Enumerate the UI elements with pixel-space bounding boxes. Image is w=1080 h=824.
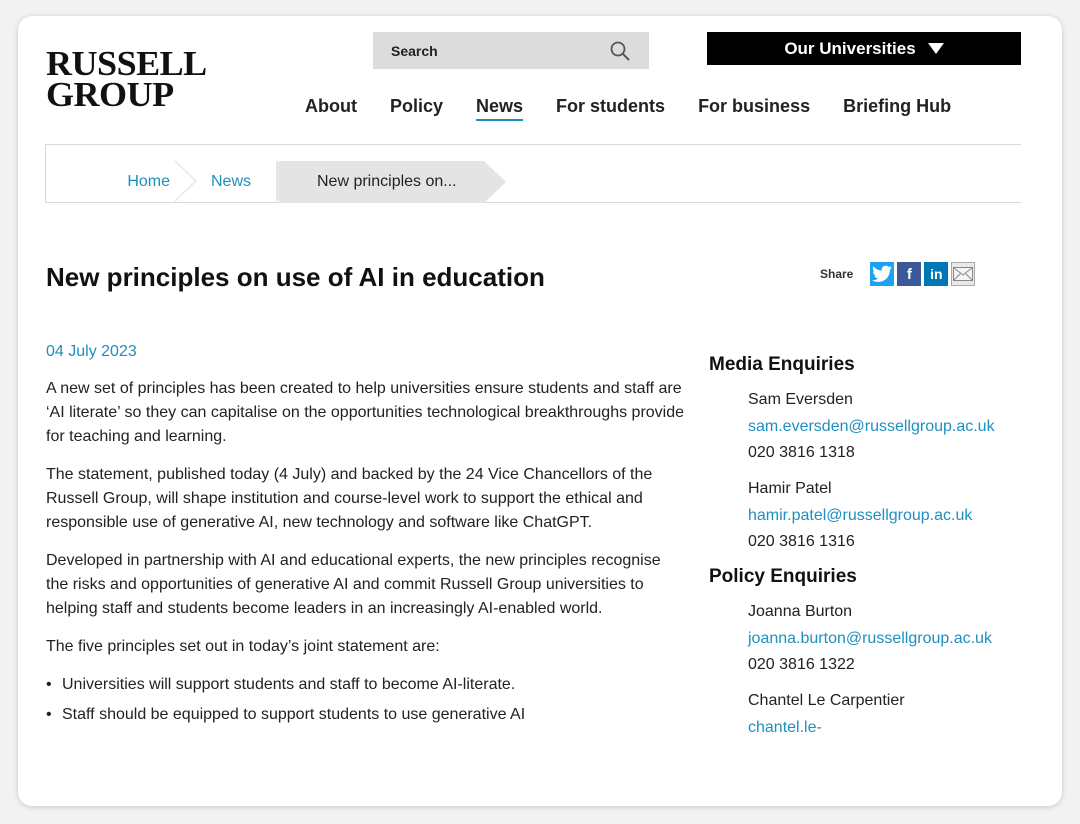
our-universities-label: Our Universities xyxy=(784,38,916,58)
policy-enquiries xyxy=(709,566,1029,739)
main-nav xyxy=(305,96,984,121)
contact-email-link[interactable]: sam.eversden@russellgroup.ac.uk xyxy=(748,418,995,435)
principles-list xyxy=(46,673,686,727)
article-paragraph: The statement, published today (4 July) and backed by the 24 Vice Chancellors of the Russell Group, will shape institution and course-level work to support the ethical and responsible use of generative AI, new technology and software like ChatGPT. xyxy=(46,466,653,531)
search-box[interactable] xyxy=(373,32,649,69)
article-date: 04 July 2023 xyxy=(46,343,137,360)
contact-name: Joanna Burton xyxy=(748,603,853,620)
share-bar xyxy=(820,262,975,286)
our-universities-dropdown[interactable] xyxy=(707,32,1021,65)
contact-phone: 020 3816 1318 xyxy=(748,444,855,461)
breadcrumb xyxy=(45,144,1021,203)
nav-briefing-hub[interactable]: Briefing Hub xyxy=(843,96,952,116)
list-item: • Universities will support students and staff to become AI-literate. xyxy=(46,673,686,697)
nav-policy[interactable]: Policy xyxy=(389,96,444,116)
share-label: Share xyxy=(820,267,854,281)
twitter-icon[interactable] xyxy=(870,262,894,286)
contact-name: Sam Eversden xyxy=(748,391,853,408)
media-enquiries-heading: Media Enquiries xyxy=(709,354,855,375)
breadcrumb-separator-inner xyxy=(173,160,195,202)
browser-page xyxy=(18,16,1062,806)
contact-email-link[interactable]: chantel.le- xyxy=(748,719,822,736)
russell-group-logo[interactable] xyxy=(46,44,207,114)
contact-phone: 020 3816 1322 xyxy=(748,656,855,673)
nav-for-business[interactable]: For business xyxy=(698,96,811,116)
contact-phone: 020 3816 1316 xyxy=(748,533,855,550)
nav-about[interactable]: About xyxy=(305,96,357,116)
email-icon[interactable] xyxy=(951,262,975,286)
contact-email-link[interactable]: hamir.patel@russellgroup.ac.uk xyxy=(748,507,973,524)
contact-name: Chantel Le Carpentier xyxy=(748,692,905,709)
contact-card xyxy=(709,600,1029,677)
media-enquiries xyxy=(709,354,1029,554)
article-paragraph: A new set of principles has been created to help universities ensure students and staff are ‘AI literate’ so they can capitalise on the opportunities technological breakthroughs provide for teaching and learning. xyxy=(46,380,685,445)
breadcrumb-news[interactable]: News xyxy=(211,173,252,190)
article-body xyxy=(46,343,686,733)
contact-card xyxy=(709,477,1029,554)
contact-card xyxy=(709,388,1029,465)
breadcrumb-current: New principles on... xyxy=(279,161,484,203)
contact-name: Hamir Patel xyxy=(748,480,832,497)
contact-card xyxy=(709,689,1029,739)
facebook-icon[interactable]: f xyxy=(897,262,921,286)
chevron-down-icon xyxy=(928,43,944,54)
breadcrumb-current-arrow xyxy=(484,161,506,203)
search-label: Search xyxy=(391,42,438,59)
list-item: • Staff should be equipped to support students to use generative AI xyxy=(46,703,686,727)
article-paragraph: Developed in partnership with AI and educational experts, the new principles recognise the risks and opportunities of generative AI and commit Russell Group universities to helping staff and students become leaders in an increasingly AI-enabled world. xyxy=(46,552,661,617)
page-title: New principles on use of AI in education xyxy=(46,262,545,292)
enquiries-sidebar xyxy=(709,354,1029,751)
linkedin-icon[interactable]: in xyxy=(924,262,948,286)
policy-enquiries-heading: Policy Enquiries xyxy=(709,566,857,587)
breadcrumb-home[interactable]: Home xyxy=(127,173,170,190)
article-paragraph: The five principles set out in today’s joint statement are: xyxy=(46,638,440,655)
contact-email-link[interactable]: joanna.burton@russellgroup.ac.uk xyxy=(748,630,992,647)
search-icon[interactable] xyxy=(609,40,631,62)
nav-for-students[interactable]: For students xyxy=(556,96,666,116)
logo-line-2: GROUP xyxy=(46,75,174,114)
logo-line-1: RUSSELL xyxy=(46,44,207,83)
nav-news[interactable]: News xyxy=(476,96,523,121)
